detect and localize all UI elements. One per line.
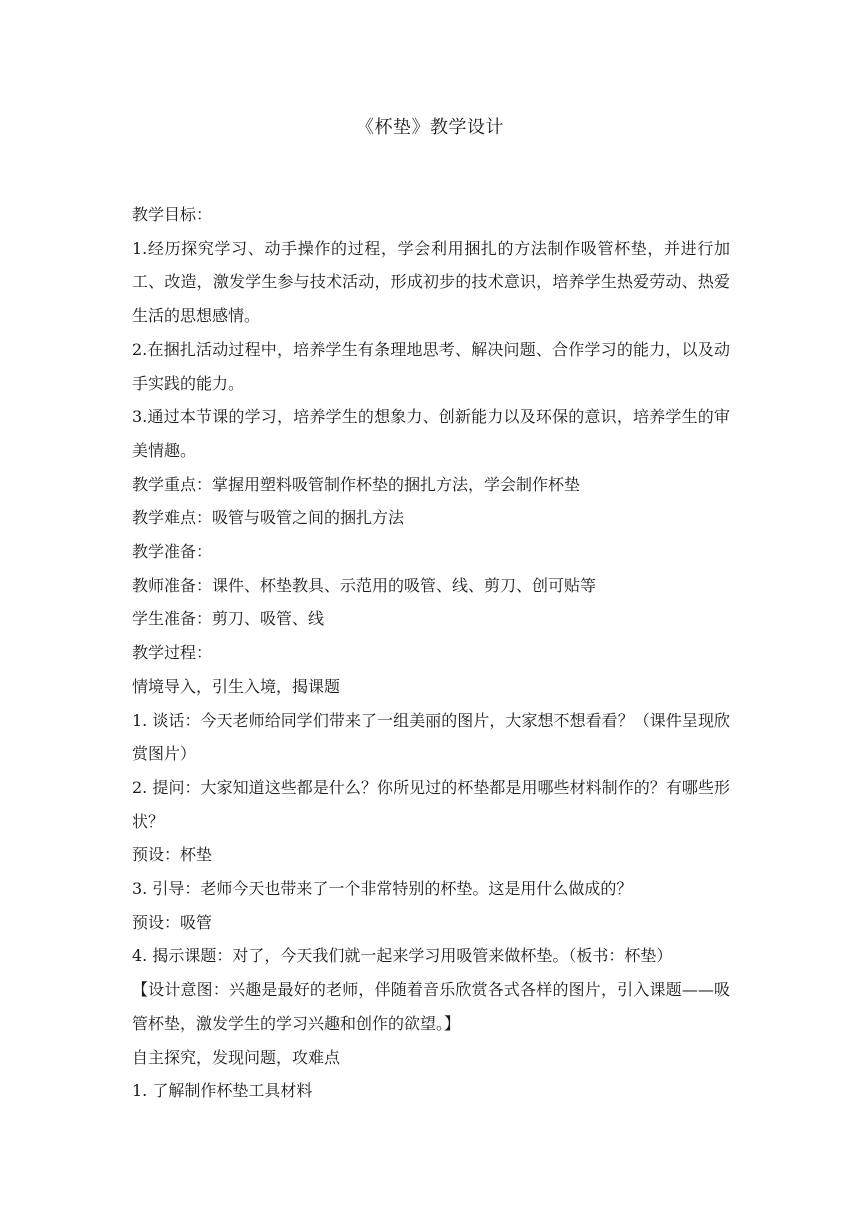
- paragraph-preparation-heading: 教学准备：: [132, 542, 213, 562]
- paragraph-teacher-preparation: 教师准备：课件、杯垫教具、示范用的吸管、线、剪刀、创可贴等: [132, 575, 597, 595]
- paragraph-section-explore: 自主探究，发现问题，攻难点: [132, 1047, 341, 1067]
- paragraph-step-1: 1. 谈话：今天老师给同学们带来了一组美丽的图片，大家想不想看看？（课件呈现欣赏图片）: [132, 710, 730, 764]
- paragraph-step-3: 3. 引导：老师今天也带来了一个非常特别的杯垫。这是用什么做成的？: [132, 879, 633, 899]
- document-body: [132, 198, 730, 1108]
- paragraph-objective-3: 3.通过本节课的学习，培养学生的想象力、创新能力以及环保的意识，培养学生的审美情趣。: [132, 407, 730, 460]
- paragraph-objective-2: 2.在捆扎活动过程中，培养学生有条理地思考、解决问题、合作学习的能力，以及动手实践的能力。: [132, 339, 730, 393]
- paragraph-section-intro: 情境导入，引生入境，揭课题: [132, 676, 341, 696]
- paragraph-preset-2: 预设：吸管: [132, 912, 213, 932]
- paragraph-difficulty: 教学难点：吸管与吸管之间的捆扎方法: [132, 508, 405, 528]
- document-title: 《杯垫》教学设计: [356, 117, 504, 138]
- paragraph-key-point: 教学重点：掌握用塑料吸管制作杯垫的捆扎方法，学会制作杯垫: [132, 474, 581, 494]
- paragraph-objectives-heading: 教学目标：: [132, 205, 213, 224]
- paragraph-design-intent: 【设计意图：兴趣是最好的老师，伴随着音乐欣赏各式各样的图片，引入课题——吸管杯垫，激发学生的学习兴趣和创作的欲望。】: [132, 980, 730, 1033]
- paragraph-preset-1: 预设：杯垫: [132, 845, 213, 865]
- paragraph-step-4: 4. 揭示课题：对了，今天我们就一起来学习用吸管来做杯垫。（板书：杯垫）: [132, 946, 673, 966]
- paragraph-student-preparation: 学生准备：剪刀、吸管、线: [132, 609, 325, 629]
- paragraph-step-2: 2. 提问：大家知道这些都是什么？你所见过的杯垫都是用哪些材料制作的？有哪些形状？: [132, 777, 730, 831]
- paragraph-explore-step-1: 1. 了解制作杯垫工具材料: [132, 1081, 313, 1101]
- paragraph-process-heading: 教学过程：: [132, 643, 213, 663]
- paragraph-objective-1: 1.经历探究学习、动手操作的过程，学会利用捆扎的方法制作吸管杯垫，并进行加工、改造，激发学生参与技术活动，形成初步的技术意识，培养学生热爱劳动、热爱生活的思想感情。: [132, 238, 730, 326]
